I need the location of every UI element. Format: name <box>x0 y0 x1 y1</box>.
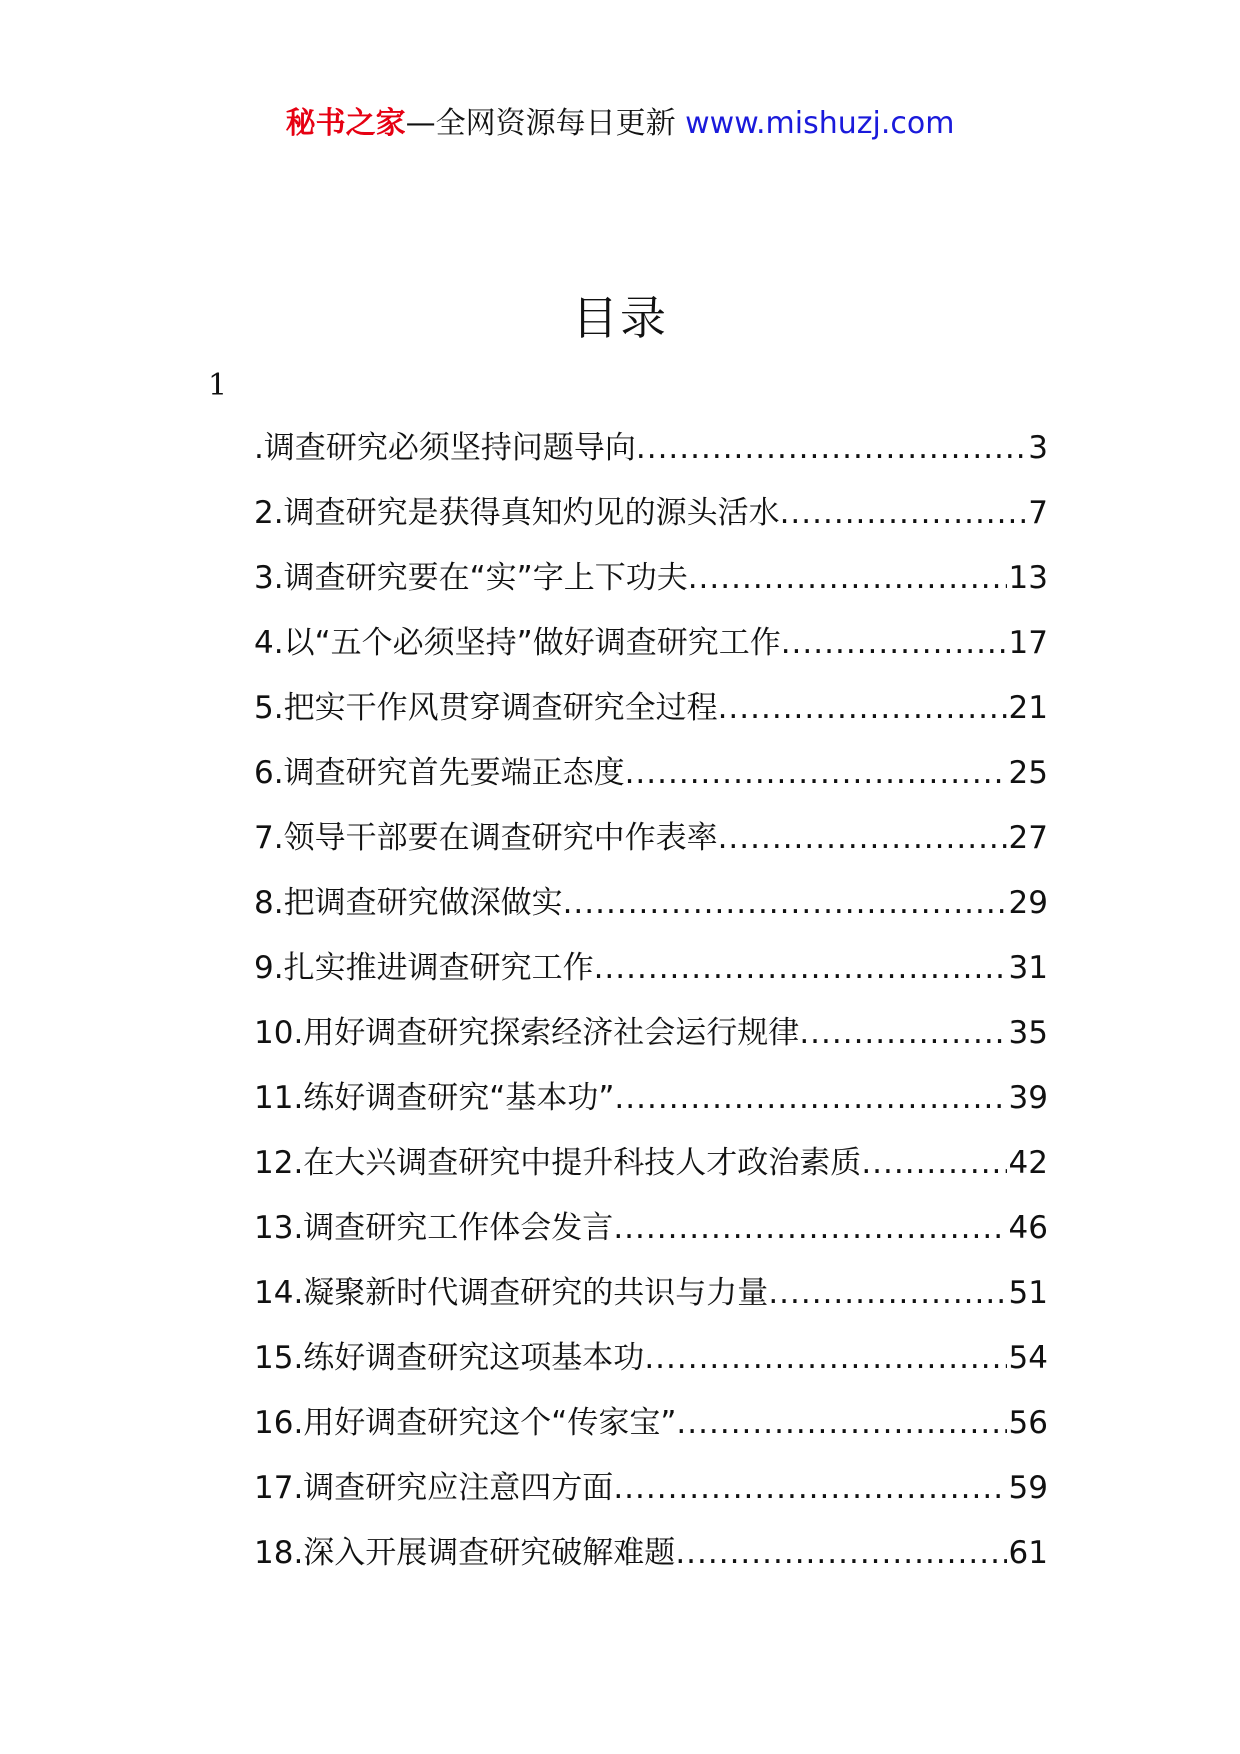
toc-page-number: 13 <box>1008 560 1048 596</box>
toc-dot-leader <box>688 554 1007 602</box>
toc-entry[interactable] <box>254 749 1048 814</box>
toc-dot-leader <box>563 879 1007 927</box>
toc-dot-leader <box>718 814 1007 862</box>
toc-page-number: 54 <box>1008 1340 1048 1376</box>
toc-page-number: 3 <box>1028 430 1048 466</box>
toc-entry-title: 10.用好调查研究探索经济社会运行规律 <box>254 1015 800 1051</box>
toc-dot-leader <box>676 1399 1006 1447</box>
toc-entry[interactable] <box>254 1074 1048 1139</box>
toc-entry-title: 17.调查研究应注意四方面 <box>254 1470 614 1506</box>
toc-dot-leader <box>861 1139 1006 1187</box>
toc-dot-leader <box>780 489 1027 537</box>
table-of-contents <box>254 424 1048 1594</box>
toc-page-number: 27 <box>1008 820 1048 856</box>
toc-entry-title: 4.以“五个必须坚持”做好调查研究工作 <box>254 625 781 661</box>
toc-entry[interactable] <box>254 489 1048 554</box>
toc-dot-leader <box>799 1009 1006 1057</box>
toc-entry-title: 16.用好调查研究这个“传家宝” <box>254 1405 677 1441</box>
toc-entry-title: 9.扎实推进调查研究工作 <box>254 950 594 986</box>
toc-page-number: 61 <box>1008 1535 1048 1571</box>
toc-entry-title: 18.深入开展调查研究破解难题 <box>254 1535 676 1571</box>
toc-entry[interactable] <box>254 1464 1048 1529</box>
toc-entry[interactable] <box>254 1009 1048 1074</box>
toc-entry-title: 14.凝聚新时代调查研究的共识与力量 <box>254 1275 769 1311</box>
toc-entry[interactable] <box>254 424 1048 489</box>
toc-entry[interactable] <box>254 1139 1048 1204</box>
toc-dot-leader <box>781 619 1007 667</box>
toc-entry[interactable] <box>254 1399 1048 1464</box>
toc-entry[interactable] <box>254 554 1048 619</box>
toc-dot-leader <box>613 1204 1006 1252</box>
toc-entry[interactable] <box>254 879 1048 944</box>
toc-entry-title: 12.在大兴调查研究中提升科技人才政治素质 <box>254 1145 862 1181</box>
brand-name: 秘书之家 <box>285 106 406 141</box>
toc-entry[interactable] <box>254 944 1048 1009</box>
toc-entry[interactable] <box>254 619 1048 684</box>
toc-entry[interactable] <box>254 814 1048 879</box>
toc-entry[interactable] <box>254 1204 1048 1269</box>
toc-dot-leader <box>675 1529 1006 1577</box>
toc-entry-title: 7.领导干部要在调查研究中作表率 <box>254 820 718 856</box>
toc-entry-title: 2.调查研究是获得真知灼见的源头活水 <box>254 495 780 531</box>
toc-entry-title: 15.练好调查研究这项基本功 <box>254 1340 645 1376</box>
toc-dot-leader <box>636 424 1026 472</box>
toc-page-number: 56 <box>1008 1405 1048 1441</box>
page-header <box>0 104 1240 144</box>
toc-page-number: 42 <box>1008 1145 1048 1181</box>
toc-dot-leader <box>625 749 1007 797</box>
toc-dot-leader <box>613 1464 1006 1512</box>
toc-page-number: 31 <box>1008 950 1048 986</box>
toc-dot-leader <box>644 1334 1006 1382</box>
toc-entry-title: 6.调查研究首先要端正态度 <box>254 755 625 791</box>
toc-entry-title: 8.把调查研究做深做实 <box>254 885 563 921</box>
toc-dot-leader <box>718 684 1007 732</box>
toc-page-number: 21 <box>1008 690 1048 726</box>
toc-page-number: 29 <box>1008 885 1048 921</box>
toc-entry-title: .调查研究必须坚持问题导向 <box>254 430 636 466</box>
toc-page-number: 59 <box>1008 1470 1048 1506</box>
toc-page-number: 7 <box>1028 495 1048 531</box>
toc-dot-leader <box>614 1074 1006 1122</box>
toc-page-number: 39 <box>1008 1080 1048 1116</box>
toc-dot-leader <box>594 944 1007 992</box>
toc-page-number: 51 <box>1008 1275 1048 1311</box>
toc-page-number: 35 <box>1008 1015 1048 1051</box>
toc-page-number: 46 <box>1008 1210 1048 1246</box>
toc-entry-title: 3.调查研究要在“实”字上下功夫 <box>254 560 688 596</box>
toc-page-number: 17 <box>1008 625 1048 661</box>
toc-entry[interactable] <box>254 684 1048 749</box>
header-tagline: —全网资源每日更新 <box>405 106 676 141</box>
toc-dot-leader <box>768 1269 1006 1317</box>
site-url-link[interactable]: www.mishuzj.com <box>685 106 955 141</box>
document-title: 目录 <box>572 291 668 345</box>
toc-page-number: 25 <box>1008 755 1048 791</box>
toc-entry[interactable] <box>254 1269 1048 1334</box>
toc-entry[interactable] <box>254 1529 1048 1594</box>
toc-entry-title: 11.练好调查研究“基本功” <box>254 1080 615 1116</box>
toc-entry[interactable] <box>254 1334 1048 1399</box>
toc-entry-title: 13.调查研究工作体会发言 <box>254 1210 614 1246</box>
toc-entry-title: 5.把实干作风贯穿调查研究全过程 <box>254 690 718 726</box>
page-marker: 1 <box>208 368 228 403</box>
